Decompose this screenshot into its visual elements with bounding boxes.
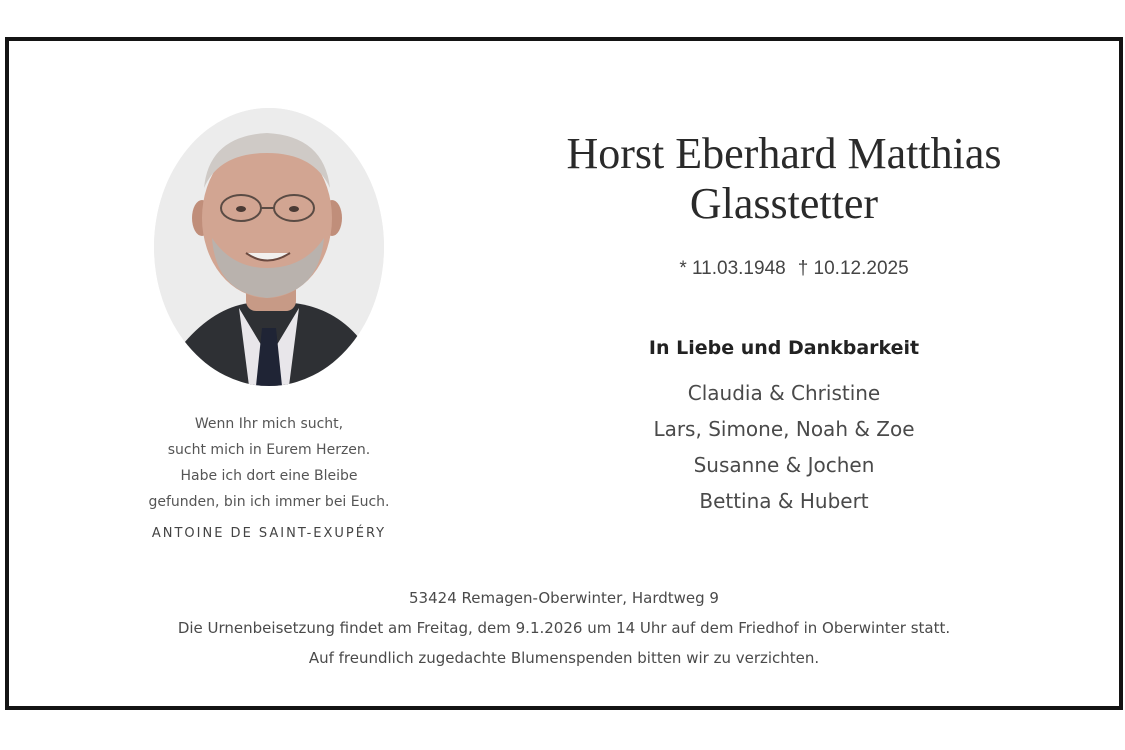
mourner-item: Claudia & Christine xyxy=(687,381,881,405)
quote-line: gefunden, bin ich immer bei Euch. xyxy=(148,494,390,510)
footer-notice xyxy=(9,583,1119,673)
mourner-item: Lars, Simone, Noah & Zoe xyxy=(653,417,915,441)
ceremony-info: Die Urnenbeisetzung findet am Freitag, dem 9.1.2026 um 14 Uhr auf dem Friedhof in Oberwinter statt. xyxy=(177,619,951,637)
life-dates xyxy=(529,258,1059,280)
quote xyxy=(104,411,434,515)
quote-line: Wenn Ihr mich sucht, xyxy=(194,416,344,432)
mourner-item: Bettina & Hubert xyxy=(699,489,869,513)
deceased-name-line2: Glasstetter xyxy=(689,179,879,228)
flowers-note: Auf freundlich zugedachte Blumenspenden bitten wir zu verzichten. xyxy=(308,649,820,667)
portrait-photo xyxy=(154,108,384,386)
obituary-card xyxy=(5,37,1123,710)
quote-line: sucht mich in Eurem Herzen. xyxy=(167,442,371,458)
address: 53424 Remagen-Oberwinter, Hardtweg 9 xyxy=(409,589,719,607)
mourner-item: Susanne & Jochen xyxy=(693,453,875,477)
deceased-name-line1: Horst Eberhard Matthias xyxy=(566,129,1002,178)
death-date: † 10.12.2025 xyxy=(797,258,909,279)
birth-date: * 11.03.1948 xyxy=(679,258,786,279)
quote-line: Habe ich dort eine Bleibe xyxy=(180,468,358,484)
quote-author: ANTOINE DE SAINT-EXUPÉRY xyxy=(151,526,387,541)
portrait-icon xyxy=(154,108,384,386)
deceased-name xyxy=(479,129,1089,229)
mourners-list xyxy=(529,375,1039,519)
dedication: In Liebe und Dankbarkeit xyxy=(648,337,920,359)
